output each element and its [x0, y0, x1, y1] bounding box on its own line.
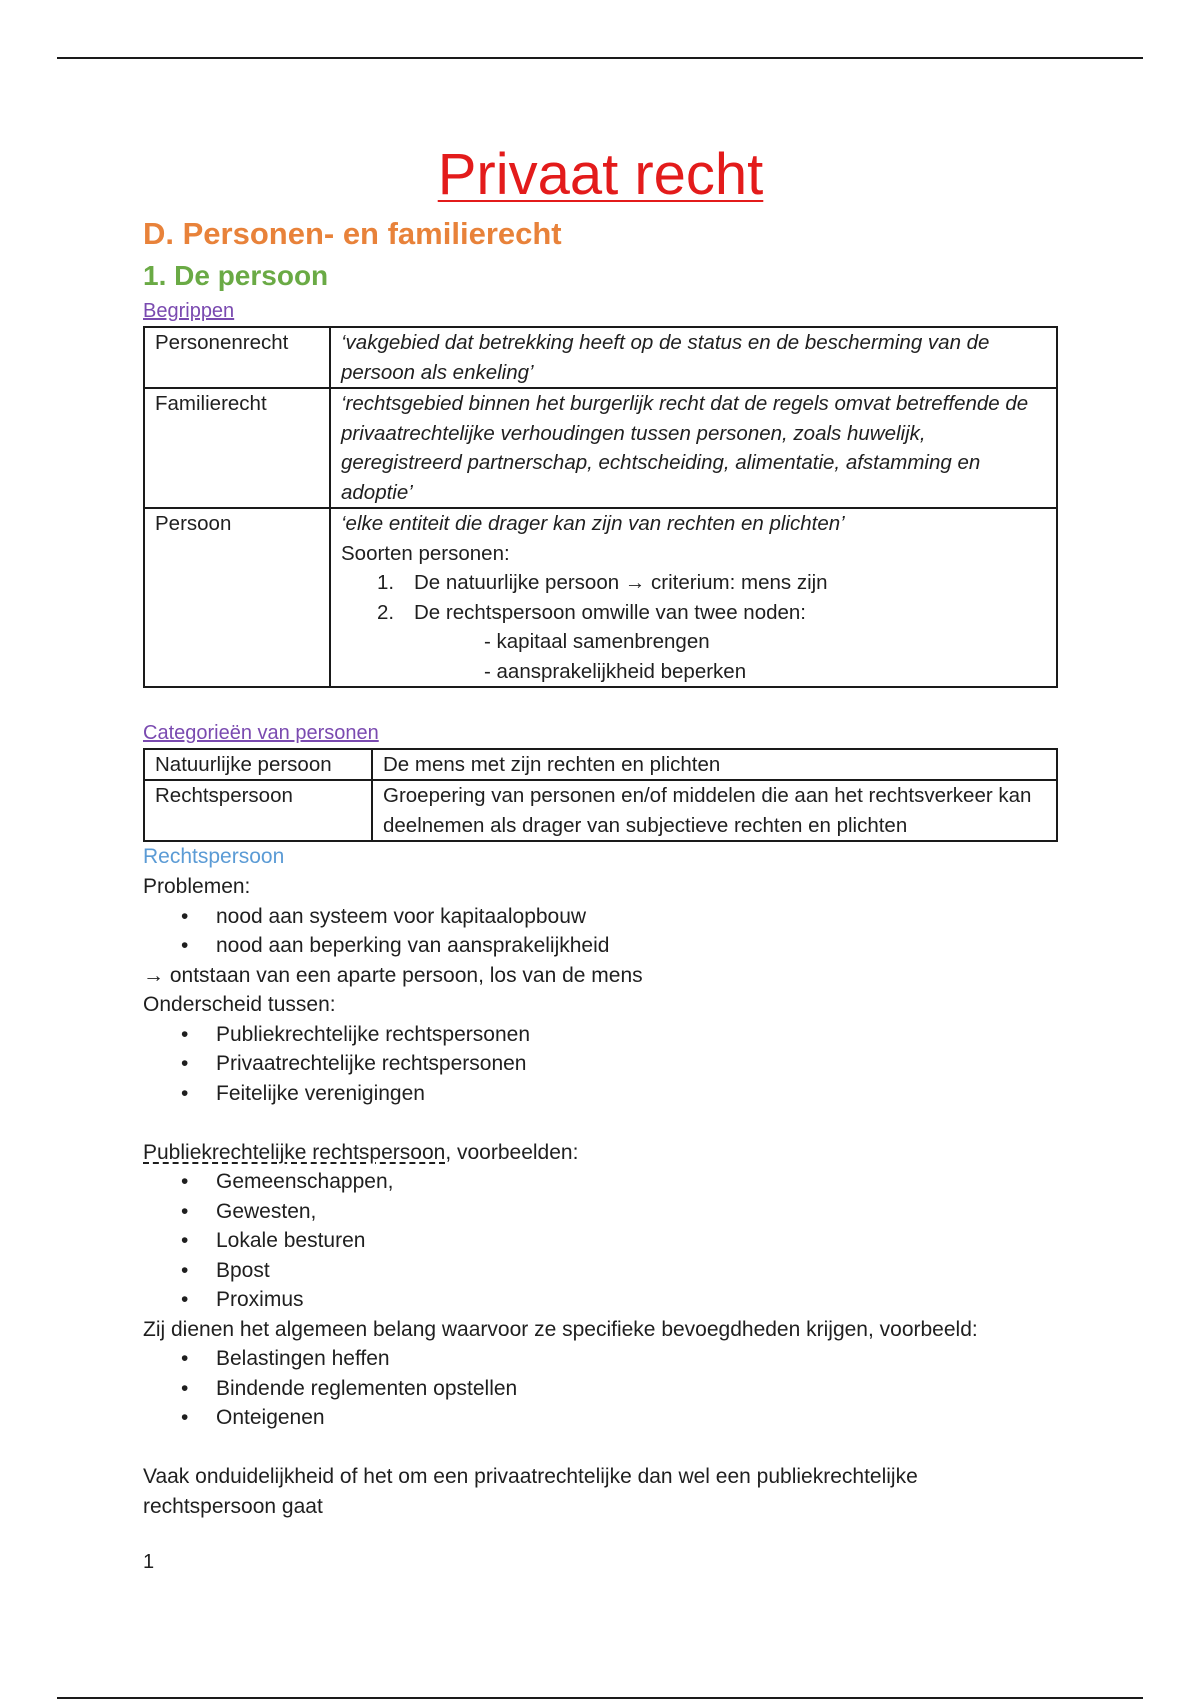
bullet-icon: • — [181, 1258, 189, 1282]
list-item-text: Gewesten, — [216, 1199, 317, 1223]
list-item — [143, 1049, 1058, 1079]
list-item-text: Bpost — [216, 1258, 270, 1282]
distinction-label: Onderscheid tussen: — [143, 993, 336, 1016]
page-content — [143, 138, 1058, 1577]
need-item: - kapitaal samenbrengen — [484, 630, 710, 653]
closing-paragraph: Vaak onduidelijkheid of het om een privaatrechtelijke dan wel een publiekrechtelijke rechtspersoon gaat — [143, 1465, 918, 1518]
bullet-icon: • — [181, 934, 189, 957]
list-item — [143, 1285, 1058, 1315]
list-item-text: Bindende reglementen opstellen — [216, 1376, 518, 1400]
list-item-text: Privaatrechtelijke rechtspersonen — [216, 1052, 527, 1075]
list-item-text: nood aan systeem voor kapitaalopbouw — [216, 904, 587, 928]
list-item-text: Gemeenschappen, — [216, 1170, 394, 1193]
chapter-heading: D. Personen- en familierecht — [143, 216, 562, 251]
table-row — [144, 327, 1057, 388]
table-row — [144, 749, 1057, 781]
table-row — [144, 780, 1057, 841]
bullet-icon: • — [181, 904, 189, 928]
result-line: → ontstaan van een aparte persoon, los van de mens — [143, 963, 643, 987]
table-row — [144, 388, 1057, 508]
list-item — [143, 1226, 1058, 1256]
bullet-icon: • — [181, 1170, 189, 1193]
distinction-list — [143, 1020, 1058, 1109]
list-item — [143, 1020, 1058, 1050]
rechtspersoon-heading: Rechtspersoon — [143, 845, 285, 868]
definition-cell: De mens met zijn rechten en plichten — [372, 749, 1057, 781]
bullet-icon: • — [181, 1052, 189, 1075]
publiek-label-rest: , voorbeelden: — [445, 1140, 579, 1164]
publiek-label-underlined: Publiekrechtelijke rechtspersoon — [143, 1140, 446, 1164]
begrippen-heading: Begrippen — [143, 300, 235, 322]
definition-cell: ‘vakgebied dat betrekking heeft op de status en de bescherming van de persoon als enkeling’ — [330, 327, 1057, 388]
categorieen-heading: Categorieën van personen — [143, 721, 379, 744]
need-item: - aansprakelijkheid beperken — [484, 659, 747, 683]
definition-cell: Groepering van personen en/of middelen die aan het rechtsverkeer kan deelnemen als drager van subjectieve rechten en plichten — [372, 780, 1057, 841]
term-cell: Familierecht — [144, 388, 330, 508]
bullet-icon: • — [181, 1406, 189, 1429]
bullet-icon: • — [181, 1376, 189, 1400]
bullet-icon: • — [181, 1229, 189, 1252]
definition-cell — [330, 508, 1057, 687]
list-item-text: De natuurlijke persoon → criterium: mens zijn — [414, 571, 828, 594]
list-item — [341, 568, 1046, 598]
examples-list — [143, 1167, 1058, 1315]
list-item — [143, 1197, 1058, 1227]
list-item — [143, 1344, 1058, 1374]
bullet-icon: • — [181, 1347, 189, 1370]
definition-cell: ‘rechtsgebied binnen het burgerlijk recht dat de regels omvat betreffende de privaatrechtelijke verhoudingen tussen personen, zoals huwelijk, geregistreerd partnerschap, echtscheiding, alimentatie, afstamming en adoptie’ — [330, 388, 1057, 508]
sorts-label: Soorten personen: — [341, 541, 510, 565]
list-item-text: Proximus — [216, 1288, 304, 1311]
term-cell: Natuurlijke persoon — [144, 749, 372, 781]
powers-intro: Zij dienen het algemeen belang waarvoor ze specifieke bevoegdheden krijgen, voorbeeld: — [143, 1317, 978, 1341]
document-title: Privaat recht — [437, 142, 764, 207]
list-item-text: Feitelijke verenigingen — [216, 1081, 425, 1105]
problems-list — [143, 902, 1058, 961]
list-item — [143, 1403, 1058, 1433]
page-number: 1 — [143, 1551, 155, 1573]
bullet-icon: • — [181, 1022, 189, 1046]
list-item-text: Lokale besturen — [216, 1229, 366, 1252]
term-cell: Rechtspersoon — [144, 780, 372, 841]
list-number: 2. — [377, 600, 395, 624]
list-item — [341, 598, 1046, 628]
list-number: 1. — [377, 571, 395, 594]
list-item-text: Publiekrechtelijke rechtspersonen — [216, 1022, 531, 1046]
bullet-icon: • — [181, 1288, 189, 1311]
list-item-text: Belastingen heffen — [216, 1347, 390, 1370]
list-item-text: nood aan beperking van aansprakelijkheid — [216, 934, 610, 957]
publiek-label — [143, 1138, 1058, 1168]
bottom-rule — [57, 1697, 1143, 1699]
persoon-definition: ‘elke entiteit die drager kan zijn van rechten en plichten’ — [341, 512, 845, 535]
bullet-icon: • — [181, 1199, 189, 1223]
section-heading: 1. De persoon — [143, 260, 329, 291]
problems-label: Problemen: — [143, 875, 251, 898]
list-item-text: Onteigenen — [216, 1406, 325, 1429]
top-rule — [57, 57, 1143, 59]
list-item — [143, 1079, 1058, 1109]
list-item — [143, 1256, 1058, 1286]
list-item — [143, 1374, 1058, 1404]
powers-list — [143, 1344, 1058, 1433]
list-item-text: De rechtspersoon omwille van twee noden: — [414, 600, 806, 624]
term-cell: Personenrecht — [144, 327, 330, 388]
categorieen-table — [143, 748, 1058, 843]
bullet-icon: • — [181, 1081, 189, 1105]
sorts-list — [341, 568, 1046, 627]
table-row — [144, 508, 1057, 687]
begrippen-table — [143, 326, 1058, 688]
list-item — [143, 1167, 1058, 1197]
term-cell: Persoon — [144, 508, 330, 687]
list-item — [143, 902, 1058, 932]
list-item — [143, 931, 1058, 961]
